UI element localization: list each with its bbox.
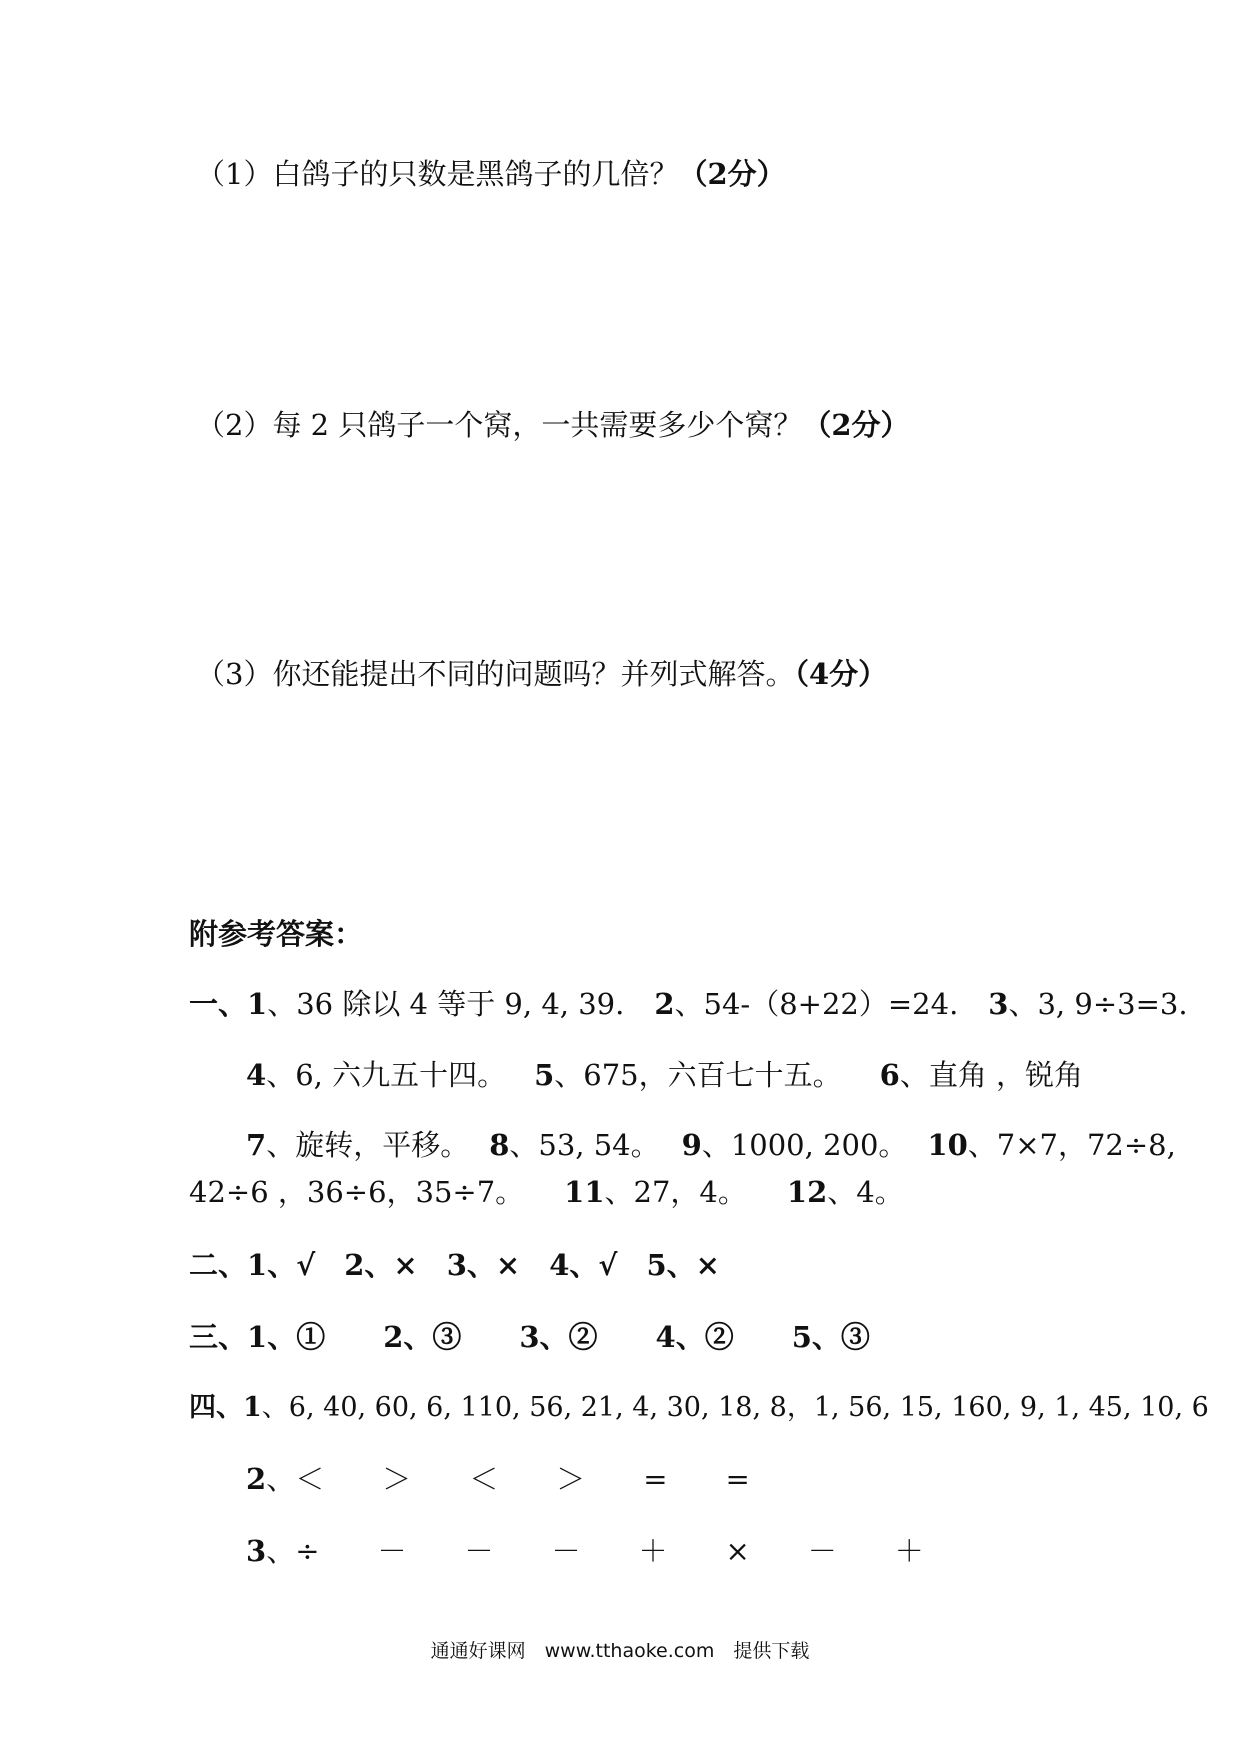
item-number: 2 xyxy=(246,1462,267,1496)
answer-text: 、1000, 200。 xyxy=(701,1128,908,1162)
item-number: 1 xyxy=(243,1392,262,1423)
section-2-prefix: 二、 xyxy=(189,1248,248,1282)
answers-title: 附参考答案： xyxy=(189,917,364,951)
question-1 xyxy=(196,157,786,191)
item-number: 7 xyxy=(246,1128,267,1162)
item-number: 9 xyxy=(681,1128,702,1162)
section-3-answers: 1、① 2、③ 3、② 4、② 5、③ xyxy=(247,1320,870,1354)
answer-text: 、直角 ，锐角 xyxy=(899,1058,1084,1092)
answer-text: 、7×7，72÷8, xyxy=(967,1128,1176,1162)
answers-section-2 xyxy=(189,1248,720,1282)
answer-text: 、6, 六九五十四。 xyxy=(266,1058,507,1092)
question-1-score: （2分） xyxy=(678,157,786,191)
answers-section-1-line-2 xyxy=(246,1058,1084,1092)
section-2-answers: 1、√ 2、× 3、× 4、√ 5、× xyxy=(247,1248,720,1282)
item-number: 2 xyxy=(654,987,675,1021)
item-number: 3 xyxy=(988,987,1009,1021)
answers-section-4-line-3 xyxy=(246,1534,924,1568)
answer-text: 、54-（8+22）=24. xyxy=(674,987,959,1021)
answer-text: 、＜ ＞ ＜ ＞ = = xyxy=(266,1462,750,1496)
item-number: 3 xyxy=(246,1534,267,1568)
item-number: 12 xyxy=(786,1175,828,1209)
question-3-text: （3）你还能提出不同的问题吗？并列式解答。 xyxy=(196,657,795,691)
answers-section-1-line-1 xyxy=(189,987,1188,1021)
question-2 xyxy=(196,408,910,442)
answer-text: 、6, 40, 60, 6, 110, 56, 21, 4, 30, 18, 8，1, 56, 15, 160, 9, 1, 45, 10, 6 xyxy=(261,1392,1209,1423)
answer-text: 42÷6 ，36÷6，35÷7。 xyxy=(189,1175,525,1209)
question-1-text: （1）白鸽子的只数是黑鸽子的几倍？ xyxy=(196,157,679,191)
question-3 xyxy=(196,657,888,691)
answer-text: 、53, 54。 xyxy=(509,1128,660,1162)
answer-text: 、36 除以 4 等于 9, 4, 39. xyxy=(267,987,625,1021)
item-number: 5 xyxy=(534,1058,555,1092)
answer-text: 、旋转，平移。 xyxy=(266,1128,470,1162)
section-4-prefix: 四、 xyxy=(189,1392,243,1423)
question-2-text: （2）每 2 只鸽子一个窝，一共需要多少个窝？ xyxy=(196,408,803,442)
page-footer: 通通好课网 www.tthaoke.com 提供下载 xyxy=(430,1640,810,1662)
item-number: 11 xyxy=(564,1175,605,1209)
answer-text: 、4。 xyxy=(827,1175,904,1209)
item-number: 4 xyxy=(246,1058,267,1092)
answer-text: 、÷ － － － ＋ × － ＋ xyxy=(266,1534,924,1568)
section-1-prefix: 一、 xyxy=(189,987,248,1021)
item-number: 6 xyxy=(879,1058,900,1092)
answer-text: 、675，六百七十五。 xyxy=(554,1058,842,1092)
item-number: 10 xyxy=(927,1128,968,1162)
answers-section-1-line-4 xyxy=(189,1175,904,1209)
question-3-score: （4分） xyxy=(794,657,888,691)
answers-section-1-line-3 xyxy=(246,1128,1176,1162)
answer-text: 、27，4。 xyxy=(604,1175,747,1209)
answer-text: 、3, 9÷3=3. xyxy=(1008,987,1188,1021)
question-2-score: （2分） xyxy=(802,408,910,442)
item-number: 1 xyxy=(247,987,268,1021)
section-3-prefix: 三、 xyxy=(189,1320,248,1354)
item-number: 8 xyxy=(489,1128,510,1162)
answers-section-4-line-2 xyxy=(246,1462,750,1496)
answers-section-4-line-1 xyxy=(189,1394,1209,1421)
answers-section-3 xyxy=(189,1320,870,1354)
